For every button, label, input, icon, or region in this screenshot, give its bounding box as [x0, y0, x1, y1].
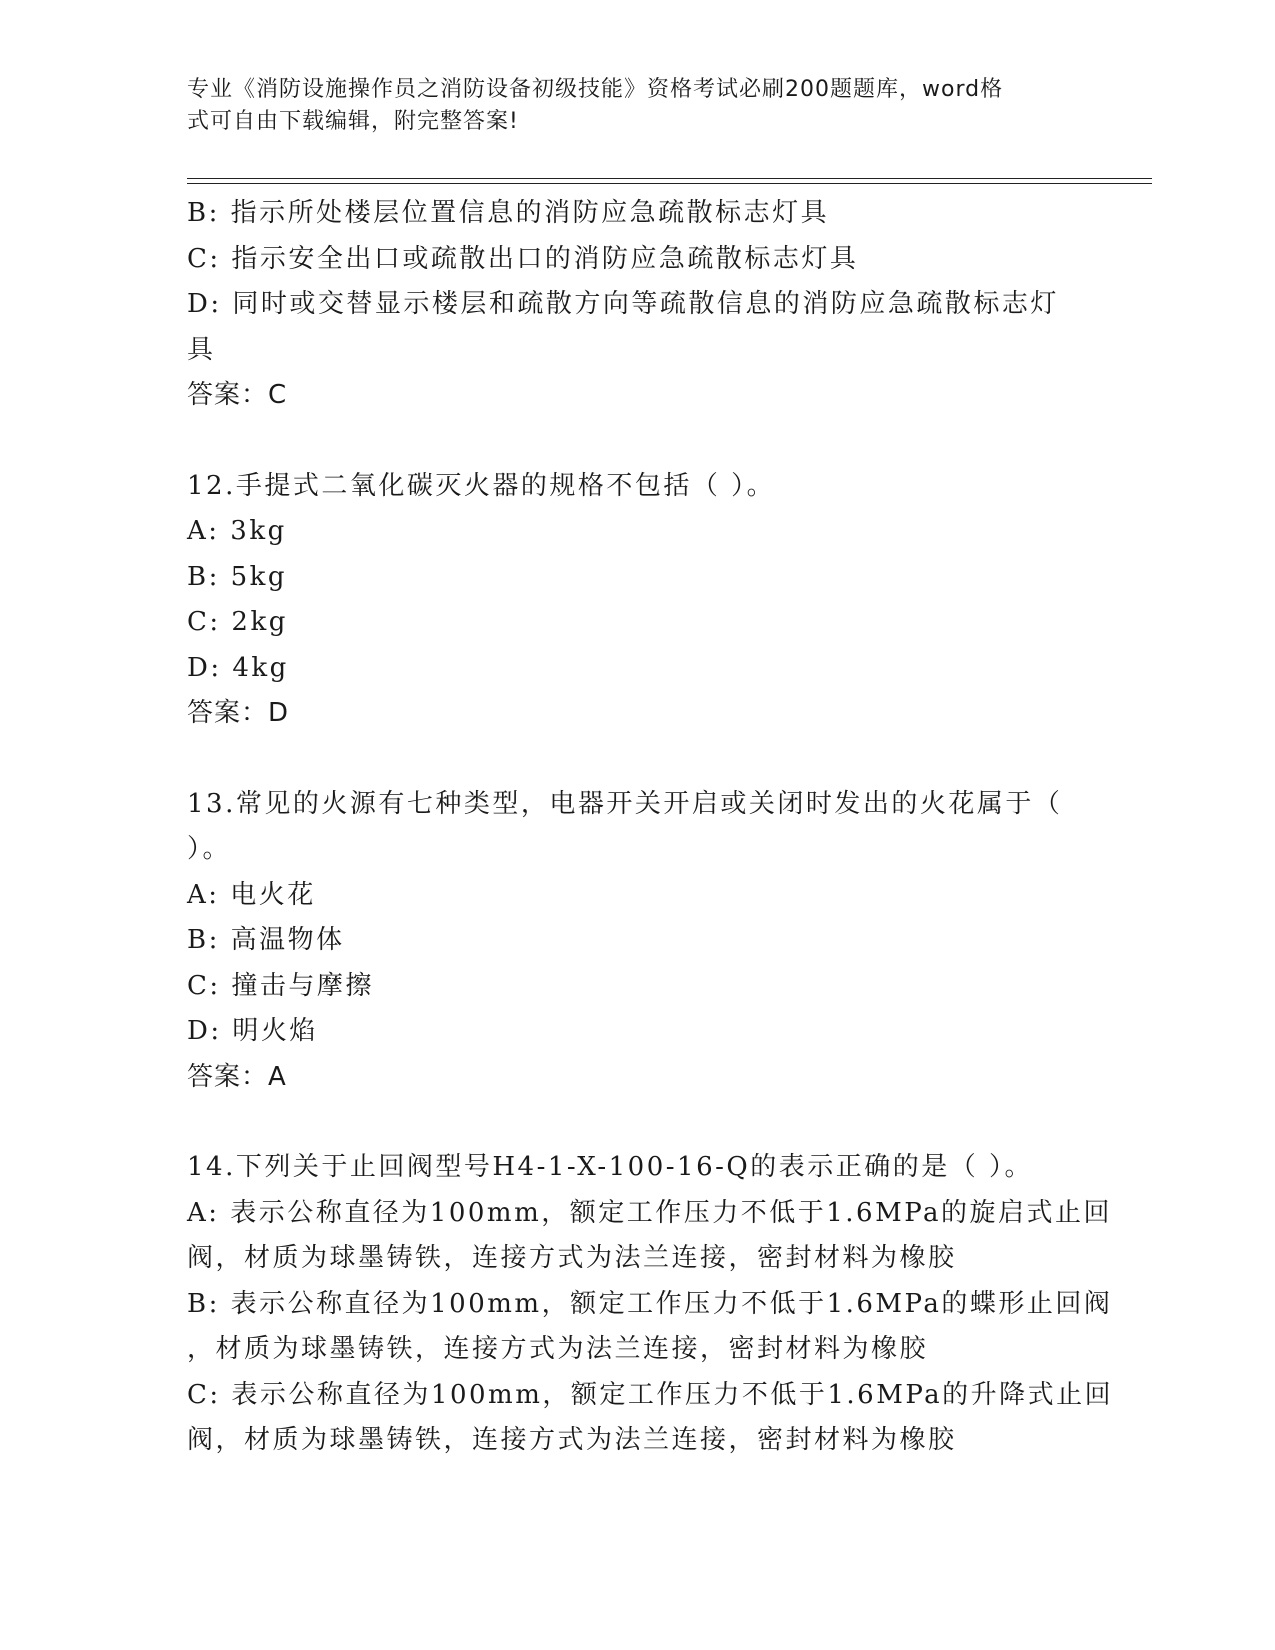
q14-option-a-line-1: A: 表示公称直径为100mm，额定工作压力不低于1.6MPa的旋启式止回 [187, 1197, 1113, 1228]
q14-question: 14.下列关于止回阀型号H4-1-X-100-16-Q的表示正确的是（ ）。 [187, 1152, 1033, 1182]
q11-option-b: B: 指示所处楼层位置信息的消防应急疏散标志灯具 [187, 198, 830, 228]
question-11-tail [187, 191, 1087, 419]
q13-option-d: D: 明火焰 [187, 1016, 318, 1046]
q13-option-a: A: 电火花 [187, 879, 316, 910]
spacer [187, 1100, 1087, 1145]
q13-question-line-2: ）。 [187, 834, 232, 864]
q11-option-d-line-2: 具 [187, 334, 216, 365]
header-divider-bottom [187, 183, 1152, 184]
document-header [187, 74, 1067, 138]
q11-option-c: C: 指示安全出口或疏散出口的消防应急疏散标志灯具 [187, 243, 859, 274]
question-12 [187, 464, 1087, 737]
q11-answer: 答案：C [187, 380, 288, 410]
q12-option-d: D: 4kg [187, 652, 289, 683]
q12-option-a: A: 3kg [187, 516, 287, 546]
q12-option-c: C: 2kg [187, 607, 288, 637]
q13-question-line-1: 13.常见的火源有七种类型，电器开关开启或关闭时发出的火花属于（ [187, 788, 1063, 819]
q14-option-c-line-2: 阀，材质为球墨铸铁，连接方式为法兰连接，密封材料为橡胶 [187, 1425, 957, 1455]
q14-option-b-line-2: ，材质为球墨铸铁，连接方式为法兰连接，密封材料为橡胶 [187, 1334, 929, 1364]
header-line-2: 式可自由下载编辑，附完整答案! [187, 109, 519, 134]
q12-option-b: B: 5kg [187, 561, 288, 592]
question-13 [187, 782, 1087, 1101]
question-list [187, 191, 1114, 1464]
q11-option-d-line-1: D: 同时或交替显示楼层和疏散方向等疏散信息的消防应急疏散标志灯 [187, 289, 1059, 319]
question-14 [187, 1145, 1114, 1464]
header-line-1: 专业《消防设施操作员之消防设备初级技能》资格考试必刷200题题库，word格 [187, 77, 1004, 102]
q13-answer: 答案：A [187, 1061, 287, 1092]
header-divider-top [187, 178, 1152, 179]
q13-option-b: B: 高温物体 [187, 925, 345, 955]
q14-option-b-line-1: B: 表示公称直径为100mm，额定工作压力不低于1.6MPa的蝶形止回阀 [187, 1288, 1113, 1319]
q14-option-c-line-1: C: 表示公称直径为100mm，额定工作压力不低于1.6MPa的升降式止回 [187, 1379, 1114, 1410]
q12-question: 12.手提式二氧化碳灭火器的规格不包括（ ）。 [187, 470, 776, 501]
spacer [187, 419, 1087, 464]
q12-answer: 答案：D [187, 698, 290, 728]
q14-option-a-line-2: 阀，材质为球墨铸铁，连接方式为法兰连接，密封材料为橡胶 [187, 1243, 957, 1273]
q13-option-c: C: 撞击与摩擦 [187, 970, 374, 1001]
spacer [187, 737, 1087, 782]
